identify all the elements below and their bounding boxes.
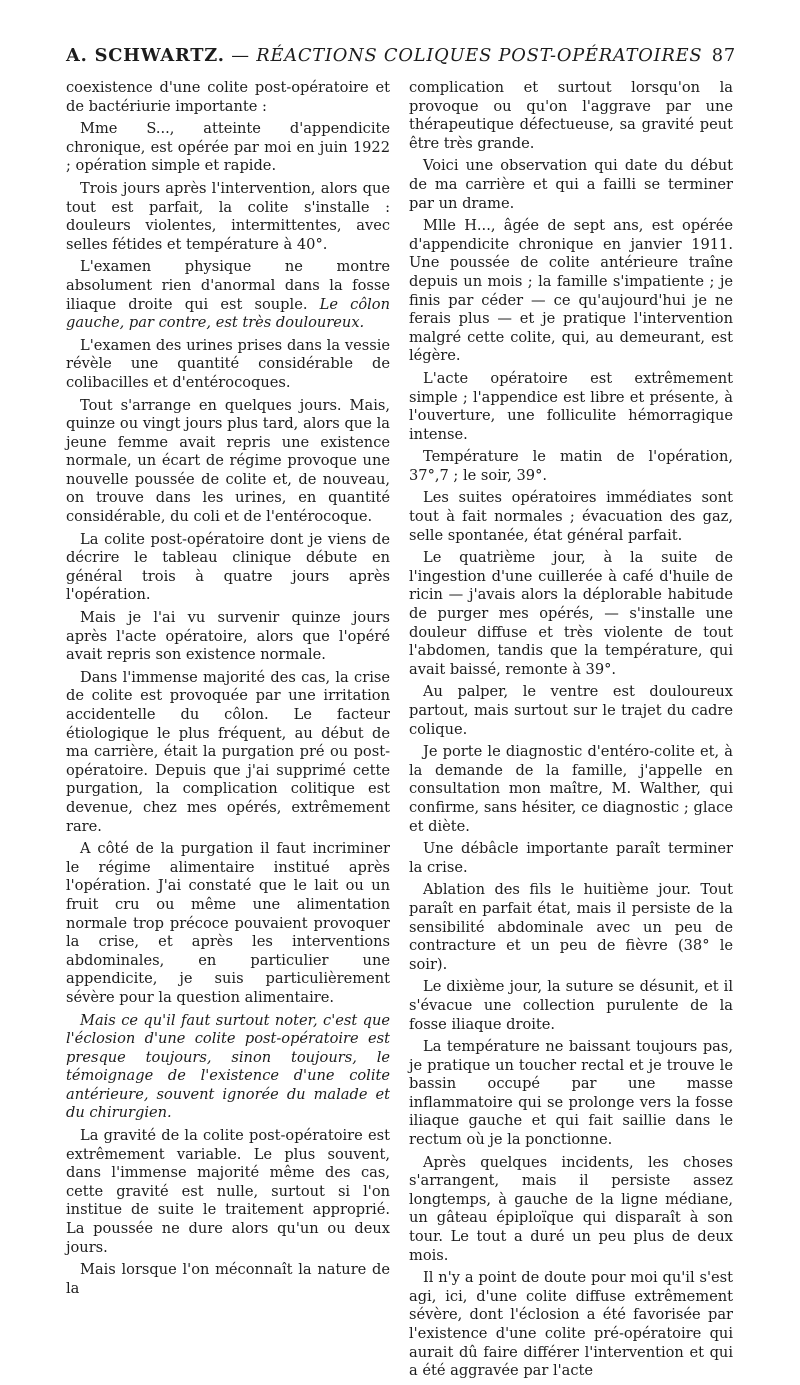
paragraph: Le quatrième jour, à la suite de l'ingestion d'une cuillerée à café d'huile de ricin — j'avais alors la déplorable habitude de purger mes opérés, — s'installe une douleur diffuse et très violente de tout l'abdomen, tandis que la température, qui avait baissé, remonte à 39°. [409, 549, 733, 678]
paragraph: A côté de la purgation il faut incriminer le régime alimentaire institué après l'opération. J'ai constaté que le lait ou un fruit cru ou même une alimentation normale trop précoce pouvaient provoquer la crise, et après les interventions abdominales, en particulier une appendicite, je suis particulièrement sévère pour la question alimentaire. [66, 840, 390, 1006]
header-separator: — [224, 45, 257, 66]
paragraph: Température le matin de l'opération, 37°,7 ; le soir, 39°. [409, 448, 733, 484]
paragraph: La colite post-opératoire dont je viens de décrire le tableau clinique débute en général trois à quatre jours après l'opération. [66, 530, 390, 604]
paragraph: L'acte opératoire est extrêmement simple ; l'appendice est libre et présente, à l'ouverture, une folliculite hémorragique intense. [409, 369, 733, 443]
paragraph: Mais je l'ai vu survenir quinze jours après l'acte opératoire, alors que l'opéré avait repris son existence normale. [66, 609, 390, 664]
paragraph: Voici une observation qui date du début de ma carrière et qui a failli se terminer par un drame. [409, 157, 733, 212]
paragraph-text: L'examen physique ne montre absolument rien d'anormal dans la fosse iliaque droite qui est souple. [66, 258, 390, 313]
paragraph: Une débâcle importante paraît terminer la crise. [409, 840, 733, 876]
paragraph: L'examen des urines prises dans la vessie révèle une quantité considérable de colibacilles et d'entérocoques. [66, 336, 390, 391]
paragraph: Ablation des fils le huitième jour. Tout paraît en parfait état, mais il persiste de la sensibilité abdominale avec un peu de contracture et un peu de fièvre (38° le soir). [409, 881, 733, 973]
header-author: A. SCHWARTZ. [66, 45, 225, 66]
paragraph: Je porte le diagnostic d'entéro-colite et, à la demande de la famille, j'appelle en consultation mon maître, M. Walther, qui confirme, sans hésiter, ce diagnostic ; glace et diète. [409, 743, 733, 835]
running-header [66, 44, 736, 68]
left-column [66, 79, 390, 1302]
paragraph: Trois jours après l'intervention, alors que tout est parfait, la colite s'installe : douleurs violentes, intermittentes, avec selles fétides et température à 40°. [66, 179, 390, 253]
paragraph: Après quelques incidents, les choses s'arrangent, mais il persiste assez longtemps, à gauche de la ligne médiane, un gâteau épiploïque qui disparaît à son tour. Le tout a duré un peu plus de deux mois. [409, 1153, 733, 1264]
paragraph: Le dixième jour, la suture se désunit, et il s'évacue une collection purulente de la fosse iliaque droite. [409, 978, 733, 1033]
paragraph-emphasis: Mais ce qu'il faut surtout noter, c'est que l'éclosion d'une colite post-opératoire est presque toujours, sinon toujours, le témoignage de l'existence d'une colite antérieure, souvent ignorée du malade et du chirurgien. [66, 1011, 390, 1122]
paragraph: Dans l'immense majorité des cas, la crise de colite est provoquée par une irritation accidentelle du côlon. Le facteur étiologique le plus fréquent, au début de ma carrière, était la purgation pré ou post-opératoire. Depuis que j'ai supprimé cette purgation, la complication colitique est devenue, chez mes opérés, extrêmement rare. [66, 668, 390, 835]
paragraph-emphasis: Le côlon gauche, par contre, est très douloureux. [66, 295, 390, 332]
paragraph: coexistence d'une colite post-opératoire et de bactériurie importante : [66, 79, 390, 115]
paragraph: Au palper, le ventre est douloureux partout, mais surtout sur le trajet du cadre colique. [409, 683, 733, 738]
paragraph: Les suites opératoires immédiates sont tout à fait normales ; évacuation des gaz, selle spontanée, état général parfait. [409, 489, 733, 544]
paragraph [66, 258, 390, 332]
paragraph: Mme S..., atteinte d'appendicite chronique, est opérée par moi en juin 1922 ; opération simple et rapide. [66, 120, 390, 175]
right-column [409, 79, 733, 1385]
paragraph [66, 1012, 390, 1124]
paragraph: Tout s'arrange en quelques jours. Mais, quinze ou vingt jours plus tard, alors que la jeune femme avait repris une existence normale, un écart de régime provoque une nouvelle poussée de colite et, de nouveau, on trouve dans les urines, en quantité considérable, du coli et de l'entérocoque. [66, 396, 390, 526]
paragraph: Il n'y a point de doute pour moi qu'il s'est agi, ici, d'une colite diffuse extrêmement sévère, dont l'éclosion a été favorisée par l'existence d'une colite pré-opératoire qui aurait dû faire différer l'intervention et qui a été aggravée par l'acte [409, 1269, 733, 1380]
paragraph: Mais lorsque l'on méconnaît la nature de la [66, 1261, 390, 1297]
paragraph: Mlle H..., âgée de sept ans, est opérée d'appendicite chronique en janvier 1911. Une poussée de colite antérieure traîne depuis un mois ; la famille s'impatiente ; je finis par céder — ce qu'aujourd'hui je ne ferais plus — et je pratique l'intervention malgré cette colite, qui, au demeurant, est légère. [409, 217, 733, 365]
header-title: RÉACTIONS COLIQUES POST-OPÉRATOIRES [256, 45, 703, 66]
paragraph: La température ne baissant toujours pas, je pratique un toucher rectal et je trouve le bassin occupé par une masse inflammatoire qui se prolonge vers la fosse iliaque gauche et qui fait saillie dans le rectum où je la ponctionne. [409, 1038, 733, 1149]
paragraph: La gravité de la colite post-opératoire est extrêmement variable. Le plus souvent, dans l'immense majorité même des cas, cette gravité est nulle, surtout si l'on institue de suite le traitement approprié. La poussée ne dure alors qu'un ou deux jours. [66, 1127, 390, 1256]
page-number: 87 [711, 45, 736, 66]
paragraph: complication et surtout lorsqu'on la provoque ou qu'on l'aggrave par une thérapeutique défectueuse, sa gravité peut être très grande. [409, 79, 733, 152]
